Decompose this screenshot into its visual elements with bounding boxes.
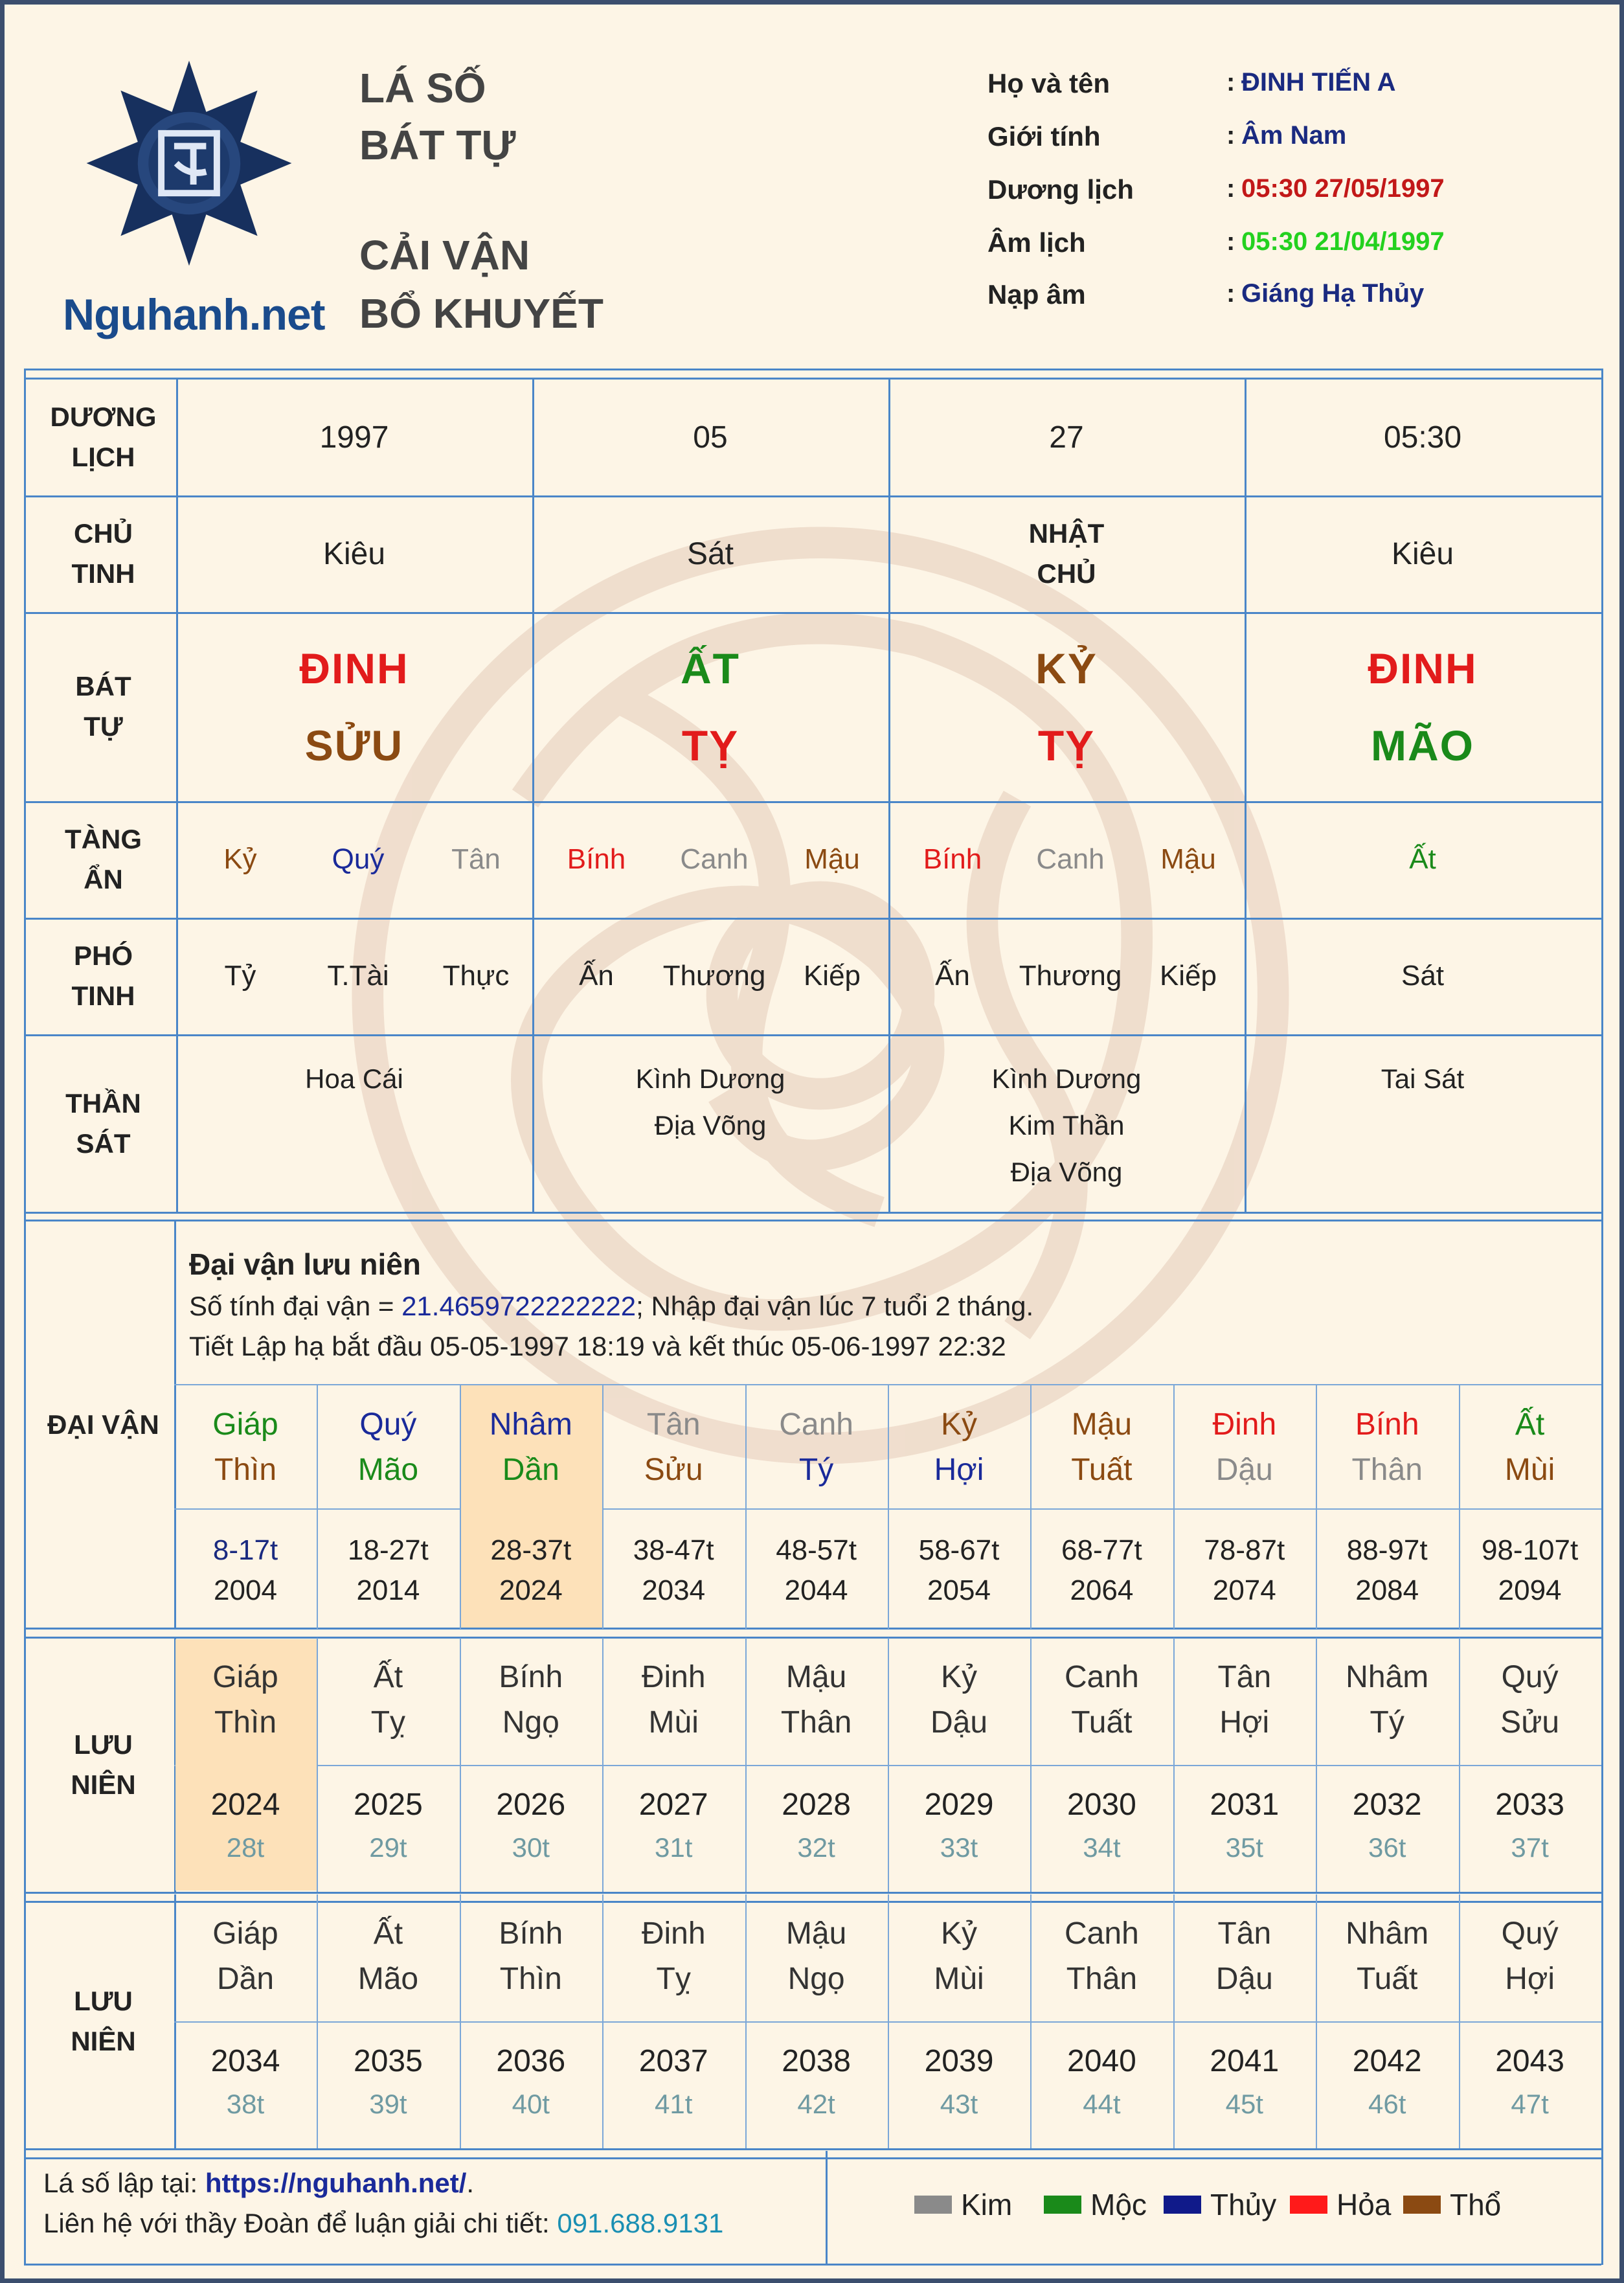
- row-label-tang-an-text: TÀNG ẨN: [65, 824, 142, 894]
- luu-nien-1-year-5: 2029: [924, 1788, 994, 1822]
- luu-nien-2-age-2: 40t: [512, 2089, 550, 2119]
- dai-van-can-7: Đinh: [1212, 1407, 1277, 1442]
- dai-van-line-1-pre: Số tính đại vận =: [189, 1291, 402, 1321]
- tang-an-item-3-0: Ất: [1409, 843, 1436, 875]
- footer-prefix: Lá số lập tại:: [43, 2168, 205, 2198]
- pho-tinh-item-0-0: Tỷ: [224, 960, 256, 992]
- luu-nien-2-can-7: Tân: [1217, 1916, 1272, 1951]
- luu-nien-1-age-5: 33t: [940, 1832, 978, 1863]
- row-label-than-sat-text: THẦN SÁT: [65, 1087, 141, 1159]
- luu-nien-2-age-6: 44t: [1083, 2089, 1121, 2119]
- info-value-1: Âm Nam: [1241, 121, 1347, 150]
- grid-row-line: [24, 612, 1601, 614]
- row-label-tang-an: [24, 801, 183, 918]
- luu-nien-2-chi-2: Thìn: [499, 1962, 562, 1996]
- luu-nien-1-age-0: 28t: [226, 1832, 265, 1863]
- legend-swatch-4: [1403, 2196, 1441, 2214]
- dai-van-can-0: Giáp: [212, 1407, 278, 1442]
- row-label-pho-tinh: [24, 918, 183, 1034]
- row-label-luu-nien-1-text: LƯU NIÊN: [71, 1729, 136, 1800]
- luu-nien-2-can-9: Quý: [1501, 1916, 1559, 1951]
- luu-nien-1-chi-3: Mùi: [648, 1705, 699, 1740]
- dai-van-year-7: 2074: [1212, 1574, 1276, 1606]
- duong-lich-value-3: 05:30: [1383, 420, 1462, 455]
- dai-van-year-0: 2004: [214, 1574, 277, 1606]
- info-value-3: 05:30 21/04/1997: [1241, 227, 1445, 256]
- legend-label-1: Mộc: [1090, 2188, 1147, 2221]
- row-label-chu-tinh: [24, 495, 183, 612]
- row-label-luu-nien-2: [24, 1894, 183, 2148]
- luu-nien-2-can-4: Mậu: [785, 1916, 847, 1951]
- row-label-duong-lich-text: DƯƠNG LỊCH: [50, 402, 157, 472]
- tang-an-item-2-0: Bính: [923, 843, 982, 875]
- tang-an-item-0-0: Kỷ: [223, 843, 257, 875]
- luu-nien-2-age-8: 46t: [1368, 2089, 1406, 2119]
- luu-nien-1-chi-4: Thân: [780, 1705, 852, 1740]
- luu-nien-2-year-2: 2036: [496, 2044, 566, 2078]
- info-label-2: Dương lịch: [987, 174, 1134, 205]
- chu-tinh-value-2: NHẬT CHỦ: [1028, 518, 1105, 589]
- footer-left-line: [24, 2151, 26, 2265]
- luu-nien-1-can-4: Mậu: [785, 1660, 847, 1694]
- pho-tinh-item-1-2: Kiếp: [803, 960, 861, 992]
- luu-nien-1-age-3: 31t: [654, 1832, 693, 1863]
- dai-van-age-5: 58-67t: [918, 1534, 1000, 1566]
- dai-van-can-1: Quý: [359, 1407, 417, 1442]
- legend-label-2: Thủy: [1210, 2188, 1277, 2221]
- luu-nien-2-year-1: 2035: [354, 2044, 423, 2078]
- luu-nien-2-year-9: 2043: [1495, 2044, 1564, 2078]
- info-colon-2: :: [1226, 174, 1235, 203]
- luu-nien-1-can-8: Nhâm: [1346, 1660, 1429, 1694]
- row-label-luu-nien-1: [24, 1638, 183, 1892]
- pho-tinh-item-3-0: Sát: [1401, 960, 1445, 992]
- luu-nien-1-year-4: 2028: [782, 1788, 851, 1822]
- website-link[interactable]: https://nguhanh.net/: [205, 2168, 467, 2198]
- chu-tinh-value-3: Kiêu: [1391, 536, 1454, 571]
- legend-swatch-2: [1164, 2196, 1201, 2214]
- footer-divider: [826, 2151, 828, 2265]
- luu-nien-1-age-7: 35t: [1225, 1832, 1263, 1863]
- luu-nien-1-bottom-2: [24, 1901, 1601, 1903]
- dai-van-age-9: 98-107t: [1481, 1534, 1579, 1566]
- luu-nien-2-chi-9: Hợi: [1505, 1962, 1555, 1996]
- dai-van-chi-9: Mùi: [1504, 1453, 1555, 1487]
- luu-nien-1-age-8: 36t: [1368, 1832, 1406, 1863]
- luu-nien-2-chi-5: Mùi: [934, 1962, 984, 1996]
- dai-van-line-2: Tiết Lập hạ bắt đầu 05-05-1997 18:19 và kết thúc 05-06-1997 22:32: [189, 1331, 1006, 1361]
- dai-van-year-4: 2044: [784, 1574, 848, 1606]
- luu-nien-1-year-1: 2025: [354, 1788, 423, 1822]
- pho-tinh-item-0-2: Thực: [442, 960, 510, 992]
- bat-tu-can-1: ẤT: [681, 644, 740, 692]
- info-value-2: 05:30 27/05/1997: [1241, 174, 1445, 203]
- dai-van-can-8: Bính: [1355, 1407, 1419, 1442]
- phone-number[interactable]: 091.688.9131: [557, 2208, 724, 2238]
- luu-nien-2-bottom: [24, 2148, 1601, 2150]
- dai-van-line-1: [189, 1291, 1033, 1322]
- dai-van-age-0: 8-17t: [212, 1534, 278, 1566]
- luu-nien-2-age-9: 47t: [1511, 2089, 1549, 2119]
- luu-nien-1-can-3: Đinh: [641, 1660, 706, 1694]
- legend-item-thủy: [1164, 2187, 1276, 2222]
- pho-tinh-item-2-2: Kiếp: [1159, 960, 1217, 992]
- luu-nien-1-year-6: 2030: [1067, 1788, 1136, 1822]
- bat-tu-chi-0: SỬU: [304, 721, 404, 769]
- dai-van-age-7: 78-87t: [1204, 1534, 1285, 1566]
- legend-label-3: Hỏa: [1336, 2188, 1392, 2221]
- luu-nien-1-chi-6: Tuất: [1071, 1705, 1133, 1740]
- dai-van-chi-7: Dậu: [1215, 1453, 1273, 1487]
- luu-nien-2-can-2: Bính: [499, 1916, 563, 1951]
- bat-tu-chi-3: MÃO: [1371, 721, 1474, 769]
- luu-nien-2-chi-6: Thân: [1066, 1962, 1138, 1996]
- luu-nien-1-age-4: 32t: [797, 1832, 835, 1863]
- bat-tu-chi-1: TỴ: [681, 721, 739, 769]
- dai-van-year-8: 2084: [1355, 1574, 1419, 1606]
- dai-van-chi-8: Thân: [1351, 1453, 1423, 1487]
- luu-nien-1-year-3: 2027: [638, 1788, 708, 1822]
- tang-an-item-1-2: Mậu: [804, 843, 860, 875]
- dai-van-year-2: 2024: [499, 1574, 563, 1606]
- legend-swatch-0: [914, 2196, 952, 2214]
- info-colon-4: :: [1226, 279, 1235, 308]
- legend-label-4: Thổ: [1450, 2188, 1502, 2221]
- luu-nien-2-year-4: 2038: [782, 2044, 851, 2078]
- dai-van-can-6: Mậu: [1071, 1407, 1133, 1442]
- luu-nien-2-can-5: Kỷ: [940, 1916, 977, 1951]
- than-sat-item-3-0: Tai Sát: [1381, 1063, 1465, 1094]
- row-label-luu-nien-2-text: LƯU NIÊN: [71, 1986, 136, 2056]
- luu-nien-2-year-3: 2037: [638, 2044, 708, 2078]
- info-value-4: Giáng Hạ Thủy: [1241, 279, 1425, 308]
- luu-nien-1-year-9: 2033: [1495, 1788, 1564, 1822]
- luu-nien-2-chi-1: Mão: [357, 1962, 419, 1996]
- chu-tinh-value-1: Sát: [686, 536, 734, 571]
- brand-name: Nguhanh.net: [63, 290, 325, 339]
- luu-nien-1-chi-0: Thìn: [214, 1705, 277, 1740]
- footer-bottom-line: [24, 2264, 1601, 2266]
- luu-nien-2-chi-7: Dậu: [1215, 1962, 1273, 1996]
- dai-van-can-3: Tân: [646, 1407, 701, 1442]
- legend-item-mộc: [1044, 2187, 1147, 2222]
- dai-van-chi-0: Thìn: [214, 1453, 277, 1487]
- luu-nien-2-can-0: Giáp: [212, 1916, 278, 1951]
- dai-van-age-2: 28-37t: [490, 1534, 572, 1566]
- luu-nien-1-chi-8: Tý: [1370, 1705, 1404, 1740]
- title-line-4: BỔ KHUYẾT: [359, 290, 603, 337]
- luu-nien-2-year-8: 2042: [1352, 2044, 1422, 2078]
- than-sat-item-1-1: Địa Võng: [654, 1110, 767, 1141]
- luu-nien-1-year-0: 2024: [210, 1788, 280, 1822]
- grid-row-line: [24, 1034, 1601, 1036]
- luu-nien-1-can-1: Ất: [373, 1660, 403, 1694]
- than-sat-item-0-0: Hoa Cái: [305, 1063, 403, 1094]
- info-label-0: Họ và tên: [987, 68, 1111, 98]
- dai-van-can-4: Canh: [779, 1407, 853, 1442]
- than-sat-item-2-1: Kim Thần: [1008, 1110, 1125, 1141]
- dai-van-age-1: 18-27t: [348, 1534, 429, 1566]
- info-colon-1: :: [1226, 121, 1235, 150]
- luu-nien-1-chi-2: Ngọ: [502, 1705, 559, 1740]
- tang-an-item-0-2: Tân: [451, 843, 501, 875]
- pho-tinh-item-1-0: Ấn: [579, 960, 614, 992]
- luu-nien-1-can-5: Kỷ: [940, 1660, 977, 1694]
- dai-van-chi-2: Dần: [502, 1453, 559, 1487]
- dai-van-chi-4: Tý: [798, 1453, 834, 1487]
- pho-tinh-item-2-0: Ấn: [935, 960, 970, 992]
- title-line-2: BÁT TỰ: [359, 122, 516, 168]
- row-label-duong-lich: [24, 379, 183, 495]
- luu-nien-2-can-6: Canh: [1065, 1916, 1139, 1951]
- than-sat-item-2-0: Kình Dương: [991, 1063, 1142, 1094]
- title-line-1: LÁ SỐ: [359, 65, 486, 111]
- row-label-dai-van: [24, 1221, 183, 1629]
- grid-bottom-line-2: [24, 1220, 1601, 1221]
- luu-nien-2-can-8: Nhâm: [1346, 1916, 1429, 1951]
- luu-nien-1-age-1: 29t: [369, 1832, 407, 1863]
- footer-line-1: [43, 2168, 474, 2199]
- tang-an-item-1-0: Bính: [567, 843, 626, 875]
- luu-nien-2-bottom-2: [24, 2157, 1601, 2159]
- dai-van-age-8: 88-97t: [1346, 1534, 1428, 1566]
- dai-van-year-1: 2014: [356, 1574, 420, 1606]
- row-label-dai-van-text: ĐẠI VẬN: [47, 1409, 159, 1440]
- luu-nien-1-bottom: [24, 1892, 1601, 1894]
- title-line-3: CẢI VẬN: [359, 232, 530, 278]
- luu-nien-1-year-2: 2026: [496, 1788, 566, 1822]
- dai-van-year-9: 2094: [1498, 1574, 1562, 1606]
- bat-tu-can-3: ĐINH: [1368, 644, 1478, 692]
- duong-lich-value-2: 27: [1049, 420, 1084, 455]
- tang-an-item-2-1: Canh: [1036, 843, 1105, 875]
- luu-nien-1-age-2: 30t: [512, 1832, 550, 1863]
- info-colon-0: :: [1226, 68, 1235, 97]
- legend-swatch-3: [1290, 2196, 1327, 2214]
- row-label-bat-tu: [24, 612, 183, 801]
- footer-dot: .: [466, 2168, 475, 2198]
- chu-tinh-value-0: Kiêu: [322, 536, 386, 571]
- luu-nien-1-can-0: Giáp: [212, 1660, 278, 1694]
- dai-van-number: 21.4659722222222: [401, 1291, 637, 1321]
- legend-label-0: Kim: [961, 2188, 1013, 2221]
- pho-tinh-item-0-1: T.Tài: [327, 960, 389, 992]
- info-value-0: ĐINH TIẾN A: [1241, 68, 1396, 97]
- luu-nien-2-year-0: 2034: [210, 2044, 280, 2078]
- dai-van-chi-5: Hợi: [934, 1453, 984, 1487]
- dai-van-age-6: 68-77t: [1061, 1534, 1142, 1566]
- bagua-star-logo: [82, 56, 296, 270]
- luu-nien-1-chi-5: Dậu: [930, 1705, 988, 1740]
- dai-van-can-9: Ất: [1515, 1407, 1545, 1442]
- luu-nien-2-chi-3: Tỵ: [656, 1962, 691, 1996]
- footer-right-line: [1601, 2151, 1603, 2265]
- luu-nien-2-can-3: Đinh: [641, 1916, 706, 1951]
- legend-item-hỏa: [1290, 2187, 1391, 2222]
- dai-van-chi-6: Tuất: [1071, 1453, 1133, 1487]
- luu-nien-2-year-5: 2039: [924, 2044, 994, 2078]
- dai-van-chi-1: Mão: [357, 1453, 419, 1487]
- duong-lich-value-0: 1997: [319, 420, 389, 455]
- dai-van-year-6: 2064: [1070, 1574, 1134, 1606]
- tang-an-item-0-1: Quý: [332, 843, 385, 875]
- luu-nien-2-chi-0: Dần: [216, 1962, 275, 1996]
- info-label-1: Giới tính: [987, 121, 1101, 152]
- luu-nien-1-can-7: Tân: [1217, 1660, 1272, 1694]
- row-label-pho-tinh-text: PHÓ TINH: [71, 940, 135, 1011]
- luu-nien-2-age-7: 45t: [1225, 2089, 1263, 2119]
- luu-nien-2-chi-8: Tuất: [1357, 1962, 1418, 1996]
- luu-nien-1-age-6: 34t: [1083, 1832, 1121, 1863]
- luu-nien-1-chi-1: Tỵ: [370, 1705, 406, 1740]
- luu-nien-1-year-8: 2032: [1352, 1788, 1422, 1822]
- luu-nien-2-age-4: 42t: [797, 2089, 835, 2119]
- dai-van-age-3: 38-47t: [633, 1534, 714, 1566]
- dai-van-heading: Đại vận lưu niên: [189, 1247, 421, 1281]
- legend-item-kim: [914, 2187, 1012, 2222]
- luu-nien-2-age-1: 39t: [369, 2089, 407, 2119]
- pho-tinh-item-1-1: Thương: [662, 960, 766, 992]
- tang-an-item-1-1: Canh: [680, 843, 749, 875]
- luu-nien-2-age-3: 41t: [654, 2089, 693, 2119]
- legend-item-thổ: [1403, 2187, 1501, 2222]
- luu-nien-2-age-5: 43t: [940, 2089, 978, 2119]
- row-label-bat-tu-text: BÁT TỰ: [75, 671, 131, 742]
- dai-van-year-5: 2054: [927, 1574, 991, 1606]
- luu-nien-1-can-6: Canh: [1065, 1660, 1139, 1694]
- footer-line-2: [43, 2208, 723, 2239]
- dai-van-year-3: 2034: [642, 1574, 706, 1606]
- grid-top-line: [24, 369, 1601, 370]
- bat-tu-can-2: KỶ: [1035, 644, 1098, 692]
- luu-nien-2-can-1: Ất: [373, 1916, 403, 1951]
- luu-nien-2-year-7: 2041: [1210, 2044, 1280, 2078]
- dai-van-chi-3: Sửu: [644, 1453, 703, 1487]
- tang-an-item-2-2: Mậu: [1160, 843, 1216, 875]
- luu-nien-1-can-9: Quý: [1501, 1660, 1559, 1694]
- dai-van-bottom-2: [24, 1637, 1601, 1639]
- dai-van-can-5: Kỷ: [940, 1407, 977, 1442]
- than-sat-item-2-2: Địa Võng: [1010, 1157, 1123, 1187]
- info-label-4: Nạp âm: [987, 279, 1086, 310]
- dai-van-bottom: [24, 1628, 1601, 1630]
- dai-van-age-4: 48-57t: [776, 1534, 857, 1566]
- contact-text: Liên hệ với thầy Đoàn để luận giải chi tiết:: [43, 2208, 558, 2238]
- pho-tinh-item-2-1: Thương: [1019, 960, 1122, 992]
- than-sat-item-1-0: Kình Dương: [635, 1063, 785, 1094]
- luu-nien-1-age-9: 37t: [1511, 1832, 1549, 1863]
- luu-nien-1-chi-9: Sửu: [1500, 1705, 1560, 1740]
- info-colon-3: :: [1226, 227, 1235, 256]
- grid-right-line: [1601, 369, 1603, 2161]
- row-label-chu-tinh-text: CHỦ TINH: [71, 518, 135, 589]
- luu-nien-1-year-7: 2031: [1210, 1788, 1280, 1822]
- bat-tu-chi-2: TỴ: [1037, 721, 1096, 769]
- duong-lich-value-1: 05: [693, 420, 728, 455]
- legend-swatch-1: [1044, 2196, 1081, 2214]
- row-label-than-sat: [24, 1034, 183, 1212]
- info-label-3: Âm lịch: [987, 227, 1086, 258]
- luu-nien-1-chi-7: Hợi: [1219, 1705, 1270, 1740]
- dai-van-line-1-post: ; Nhập đại vận lúc 7 tuổi 2 tháng.: [636, 1291, 1034, 1321]
- luu-nien-2-year-6: 2040: [1067, 2044, 1136, 2078]
- luu-nien-2-age-0: 38t: [226, 2089, 265, 2119]
- grid-bottom-line: [24, 1212, 1601, 1214]
- bat-tu-can-0: ĐINH: [299, 644, 409, 692]
- luu-nien-2-chi-4: Ngọ: [787, 1962, 845, 1996]
- dai-van-can-2: Nhâm: [489, 1407, 572, 1442]
- luu-nien-1-can-2: Bính: [499, 1660, 563, 1694]
